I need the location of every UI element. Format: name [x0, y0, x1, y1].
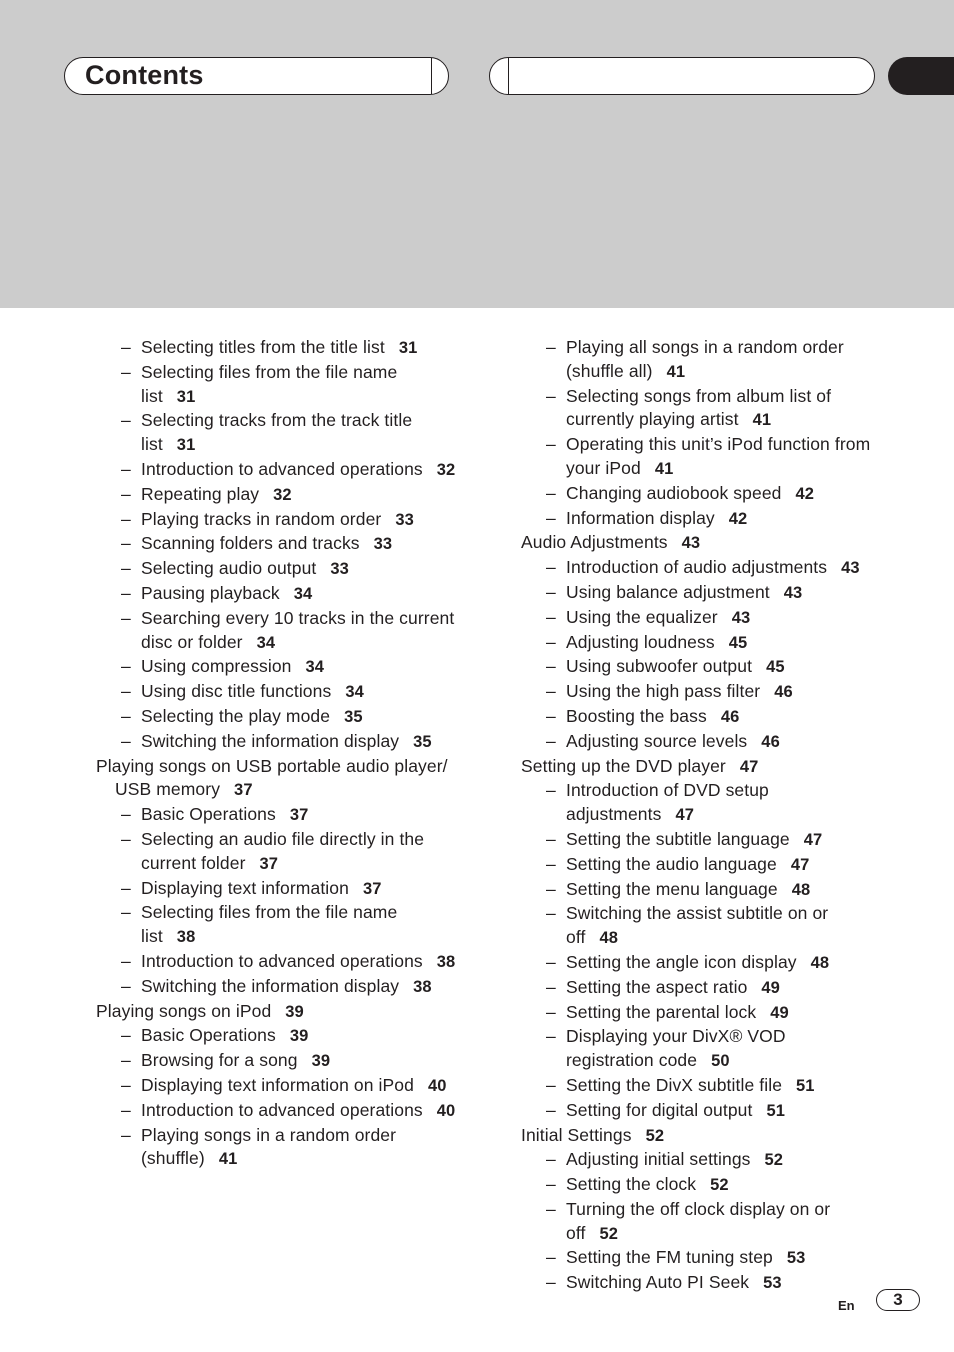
toc-item: [521, 976, 876, 1001]
toc-entry-title: Displaying your DivX® VOD registration code: [566, 1026, 786, 1071]
toc-item: [521, 385, 876, 434]
toc-dash: –: [546, 1272, 556, 1293]
toc-entry-title: Selecting audio output: [141, 558, 317, 579]
toc-dash: –: [546, 1149, 556, 1170]
toc-page-number: 48: [791, 880, 811, 899]
toc-dash: –: [546, 853, 556, 874]
page-number: 3: [876, 1289, 920, 1311]
toc-item: [96, 828, 456, 877]
toc-entry-title: Initial Settings: [521, 1124, 632, 1145]
toc-page-number: 51: [796, 1076, 815, 1095]
toc-entry-title: Setting the aspect ratio: [566, 976, 748, 997]
toc-page-number: 41: [666, 362, 686, 381]
toc-page-number: 34: [256, 633, 276, 652]
toc-dash: –: [121, 705, 131, 726]
toc-page-number: 47: [739, 757, 759, 776]
toc-item: [96, 705, 456, 730]
toc-entry-title: Audio Adjustments: [521, 532, 668, 553]
toc-item: [521, 655, 876, 680]
toc-entry-title: Switching the information display: [141, 975, 400, 996]
toc-item: [521, 1074, 876, 1099]
toc-entry-title: Playing songs in a random order (shuffle): [141, 1124, 397, 1169]
toc-page-number: 52: [599, 1224, 619, 1243]
toc-page-number: 40: [427, 1076, 447, 1095]
toc-entry-title: Adjusting loudness: [566, 631, 715, 652]
toc-entry-title: Introduction to advanced operations: [141, 458, 423, 479]
toc-dash: –: [546, 878, 556, 899]
toc-entry-title: Selecting the play mode: [141, 705, 331, 726]
toc-page-number: 34: [305, 658, 325, 677]
toc-page-number: 31: [176, 387, 196, 406]
toc-dash: –: [121, 337, 131, 357]
toc-dash: –: [121, 877, 131, 898]
toc-dash: –: [121, 558, 131, 579]
toc-item: [521, 482, 876, 507]
toc-item: [96, 582, 456, 607]
toc-dash: –: [121, 975, 131, 996]
toc-dash: –: [546, 482, 556, 503]
toc-section: [521, 531, 876, 556]
toc-page-number: 47: [790, 855, 810, 874]
toc-item: [96, 532, 456, 557]
toc-dash: –: [546, 1198, 556, 1219]
toc-page-number: 49: [761, 978, 780, 997]
toc-entry-title: Selecting files from the file name list: [141, 361, 398, 406]
toc-section: [521, 1124, 876, 1149]
toc-item: [521, 1025, 876, 1074]
toc-entry-title: Using the equalizer: [566, 606, 718, 627]
toc-page-number: 45: [728, 633, 748, 652]
toc-entry-title: Setting the FM tuning step: [566, 1247, 773, 1268]
toc-item: [96, 361, 456, 410]
toc-entry-title: Using compression: [141, 656, 292, 677]
toc-page-number: 31: [176, 436, 196, 455]
toc-page-number: 37: [259, 854, 279, 873]
toc-dash: –: [546, 780, 556, 801]
toc-dash: –: [121, 607, 131, 628]
toc-item: [521, 1173, 876, 1198]
toc-entry-title: Introduction to advanced operations: [141, 1099, 423, 1120]
toc-dash: –: [121, 361, 131, 382]
toc-section: [96, 1000, 456, 1025]
toc-dash: –: [121, 582, 131, 603]
toc-item: [521, 631, 876, 656]
toc-dash: –: [121, 902, 131, 923]
toc-entry-title: Switching Auto PI Seek: [566, 1272, 750, 1293]
toc-entry-title: Playing tracks in random order: [141, 508, 382, 529]
toc-page-number: 50: [711, 1052, 730, 1071]
toc-item: [96, 950, 456, 975]
toc-entry-title: Setting the clock: [566, 1174, 697, 1195]
toc-item: [521, 878, 876, 903]
toc-entry-title: Repeating play: [141, 483, 260, 504]
toc-entry-title: Operating this unit’s iPod function from your iPod: [566, 434, 871, 478]
toc-dash: –: [121, 656, 131, 677]
title-box-divider: [431, 58, 432, 94]
toc-entry-title: Turning the off clock display on or off: [566, 1198, 831, 1243]
toc-page-number: 40: [436, 1101, 456, 1120]
toc-entry-title: Adjusting initial settings: [566, 1149, 751, 1170]
toc-item: [521, 1246, 876, 1271]
page-footer: [838, 1289, 928, 1319]
toc-page-number: 32: [436, 460, 456, 479]
toc-page-number: 31: [398, 339, 418, 357]
toc-page-number: 37: [234, 781, 253, 800]
toc-entry-title: Setting the angle icon display: [566, 951, 797, 972]
toc-dash: –: [121, 1099, 131, 1120]
toc-entry-title: Basic Operations: [141, 804, 276, 825]
toc-page-number: 39: [311, 1052, 331, 1071]
toc-page-number: 51: [766, 1101, 786, 1120]
toc-item: [96, 409, 456, 458]
toc-dash: –: [546, 1001, 556, 1022]
toc-page-number: 45: [766, 658, 785, 677]
toc-entry-title: Setting the menu language: [566, 878, 778, 899]
toc-dash: –: [121, 458, 131, 479]
toc-item: [521, 680, 876, 705]
toc-page-number: 46: [761, 732, 780, 751]
toc-entry-title: Setting the parental lock: [566, 1001, 757, 1022]
toc-page-number: 49: [770, 1003, 789, 1022]
toc-page-number: 42: [795, 484, 815, 503]
toc-item: [521, 902, 876, 951]
toc-dash: –: [546, 705, 556, 726]
toc-section: [521, 755, 876, 780]
toc-page-number: 41: [752, 411, 772, 430]
toc-page-number: 47: [675, 806, 695, 825]
toc-item: [96, 730, 456, 755]
section-box-divider: [508, 58, 509, 94]
toc-entry-title: Basic Operations: [141, 1025, 276, 1046]
toc-page-number: 34: [345, 683, 364, 702]
toc-dash: –: [546, 557, 556, 578]
toc-item: [96, 1049, 456, 1074]
toc-item: [521, 779, 876, 828]
toc-page-number: 34: [293, 584, 313, 603]
toc-page-number: 39: [285, 1002, 304, 1021]
toc-dash: –: [546, 434, 556, 455]
toc-entry-title: Playing all songs in a random order (shuffle all): [566, 337, 844, 381]
toc-page-number: 46: [720, 707, 740, 726]
toc-page-number: 48: [810, 953, 830, 972]
toc-entry-title: Setting the subtitle language: [566, 828, 790, 849]
toc-entry-title: Introduction of DVD setup adjustments: [566, 780, 769, 825]
toc-page-number: 52: [710, 1176, 729, 1195]
toc-dash: –: [121, 681, 131, 702]
toc-item: [96, 458, 456, 483]
toc-item: [521, 828, 876, 853]
section-box: [489, 57, 875, 95]
toc-page-number: 43: [731, 608, 751, 627]
toc-entry-title: Switching the information display: [141, 730, 400, 751]
toc-item: [521, 1148, 876, 1173]
header-band: [0, 0, 954, 308]
toc-entry-title: Switching the assist subtitle on or off: [566, 903, 829, 948]
toc-item: [96, 1074, 456, 1099]
toc-right-column: [521, 336, 876, 1296]
toc-entry-title: Selecting an audio file directly in the current folder: [141, 828, 425, 873]
toc-dash: –: [546, 1026, 556, 1047]
toc-dash: –: [546, 1074, 556, 1095]
toc-dash: –: [121, 950, 131, 971]
toc-dash: –: [121, 410, 131, 431]
toc-entry-title: Setting the audio language: [566, 853, 777, 874]
toc-item: [521, 581, 876, 606]
toc-entry-title: Changing audiobook speed: [566, 482, 782, 503]
toc-dash: –: [546, 631, 556, 652]
toc-entry-title: Pausing playback: [141, 582, 280, 603]
toc-item: [96, 680, 456, 705]
toc-page-number: 52: [645, 1126, 665, 1145]
toc-page-number: 38: [413, 977, 432, 996]
toc-dash: –: [546, 1174, 556, 1195]
toc-page-number: 47: [803, 830, 823, 849]
toc-page-number: 43: [681, 534, 701, 553]
toc-entry-title: Introduction to advanced operations: [141, 950, 423, 971]
toc-page-number: 38: [176, 928, 196, 947]
toc-page-number: 41: [218, 1150, 238, 1169]
toc-dash: –: [121, 1025, 131, 1046]
toc-entry-title: Displaying text information on iPod: [141, 1074, 414, 1095]
toc-entry-title: Using subwoofer output: [566, 656, 753, 677]
toc-entry-title: Boosting the bass: [566, 705, 707, 726]
toc-page-number: 43: [841, 559, 860, 578]
toc-entry-title: Searching every 10 tracks in the current disc or folder: [141, 607, 455, 652]
toc-page-number: 35: [413, 732, 432, 751]
toc-dash: –: [121, 1074, 131, 1095]
toc-dash: –: [546, 337, 556, 357]
toc-item: [96, 1124, 456, 1173]
toc-dash: –: [121, 730, 131, 751]
toc-page-number: 33: [395, 510, 414, 529]
toc-dash: –: [546, 976, 556, 997]
toc-page-number: 41: [654, 459, 674, 478]
toc-page-number: 42: [728, 509, 748, 528]
toc-dash: –: [546, 730, 556, 751]
toc-page-number: 37: [289, 806, 309, 825]
toc-entry-title: Adjusting source levels: [566, 730, 748, 751]
toc-entry-title: Introduction of audio adjustments: [566, 557, 828, 578]
toc-page-number: 39: [289, 1027, 309, 1046]
toc-dash: –: [121, 533, 131, 554]
toc-dash: –: [546, 507, 556, 528]
section-tab: [888, 57, 954, 95]
language-label: En: [838, 1298, 855, 1313]
toc-item: [96, 1099, 456, 1124]
toc-item: [96, 655, 456, 680]
toc-dash: –: [121, 483, 131, 504]
toc-item: [521, 951, 876, 976]
toc-page-number: 33: [330, 560, 349, 579]
toc-entry-title: Using the high pass filter: [566, 681, 761, 702]
toc-item: [521, 853, 876, 878]
toc-dash: –: [546, 903, 556, 924]
toc-dash: –: [546, 1247, 556, 1268]
toc-page-number: 38: [436, 952, 456, 971]
title-box: [64, 57, 449, 95]
toc-entry-title: Scanning folders and tracks: [141, 533, 360, 554]
toc-dash: –: [546, 581, 556, 602]
toc-page-number: 53: [763, 1274, 782, 1293]
toc-item: [96, 1024, 456, 1049]
toc-page-number: 52: [764, 1151, 784, 1170]
toc-item: [521, 556, 876, 581]
toc-dash: –: [546, 681, 556, 702]
toc-entry-title: Using balance adjustment: [566, 581, 770, 602]
toc-item: [521, 1198, 876, 1247]
toc-item: [96, 557, 456, 582]
toc-item: [521, 433, 876, 482]
toc-entry-title: Setting for digital output: [566, 1099, 753, 1120]
toc-entry-title: Using disc title functions: [141, 681, 332, 702]
toc-dash: –: [546, 385, 556, 406]
toc-dash: –: [546, 951, 556, 972]
toc-item: [96, 975, 456, 1000]
toc-dash: –: [121, 828, 131, 849]
toc-dash: –: [121, 804, 131, 825]
toc-page-number: 53: [786, 1249, 806, 1268]
toc-item: [521, 705, 876, 730]
toc-page-number: 43: [783, 583, 803, 602]
toc-dash: –: [121, 1124, 131, 1145]
toc-entry-title: Browsing for a song: [141, 1050, 298, 1071]
toc-item: [521, 1099, 876, 1124]
toc-entry-title: Selecting tracks from the track title list: [141, 410, 413, 455]
toc-entry-title: Selecting songs from album list of currently playing artist: [566, 385, 832, 430]
toc-item: [96, 901, 456, 950]
toc-entry-title: Selecting files from the file name list: [141, 902, 398, 947]
toc-dash: –: [121, 508, 131, 529]
toc-left-column: [96, 336, 456, 1172]
toc-dash: –: [546, 656, 556, 677]
toc-entry-title: Playing songs on iPod: [96, 1000, 272, 1021]
toc-entry-title: Displaying text information: [141, 877, 349, 898]
toc-item: [521, 507, 876, 532]
toc-item: [96, 508, 456, 533]
toc-page-number: 32: [273, 485, 292, 504]
page-title: Contents: [85, 60, 204, 90]
toc-item: [96, 483, 456, 508]
toc-page-number: 37: [362, 879, 382, 898]
toc-page-number: 35: [344, 707, 363, 726]
toc-entry-title: Setting up the DVD player: [521, 755, 726, 776]
toc-dash: –: [546, 828, 556, 849]
toc-item: [521, 1271, 876, 1296]
toc-item: [521, 606, 876, 631]
toc-dash: –: [546, 606, 556, 627]
toc-item: [96, 877, 456, 902]
toc-page-number: 46: [774, 683, 793, 702]
toc-item: [521, 730, 876, 755]
toc-item: [96, 607, 456, 656]
toc-item: [96, 336, 456, 361]
toc-page-number: 33: [373, 535, 393, 554]
toc-dash: –: [121, 1050, 131, 1071]
toc-item: [96, 803, 456, 828]
toc-section: [96, 755, 456, 804]
toc-entry-title: Selecting titles from the title list: [141, 337, 385, 357]
toc-entry-title: Setting the DivX subtitle file: [566, 1074, 783, 1095]
toc-entry-title: Information display: [566, 507, 715, 528]
toc-entry-title: Playing songs on USB portable audio player/ USB memory: [96, 755, 448, 800]
toc-dash: –: [546, 1099, 556, 1120]
toc-item: [521, 336, 876, 385]
toc-item: [521, 1001, 876, 1026]
toc-page-number: 48: [599, 929, 619, 948]
